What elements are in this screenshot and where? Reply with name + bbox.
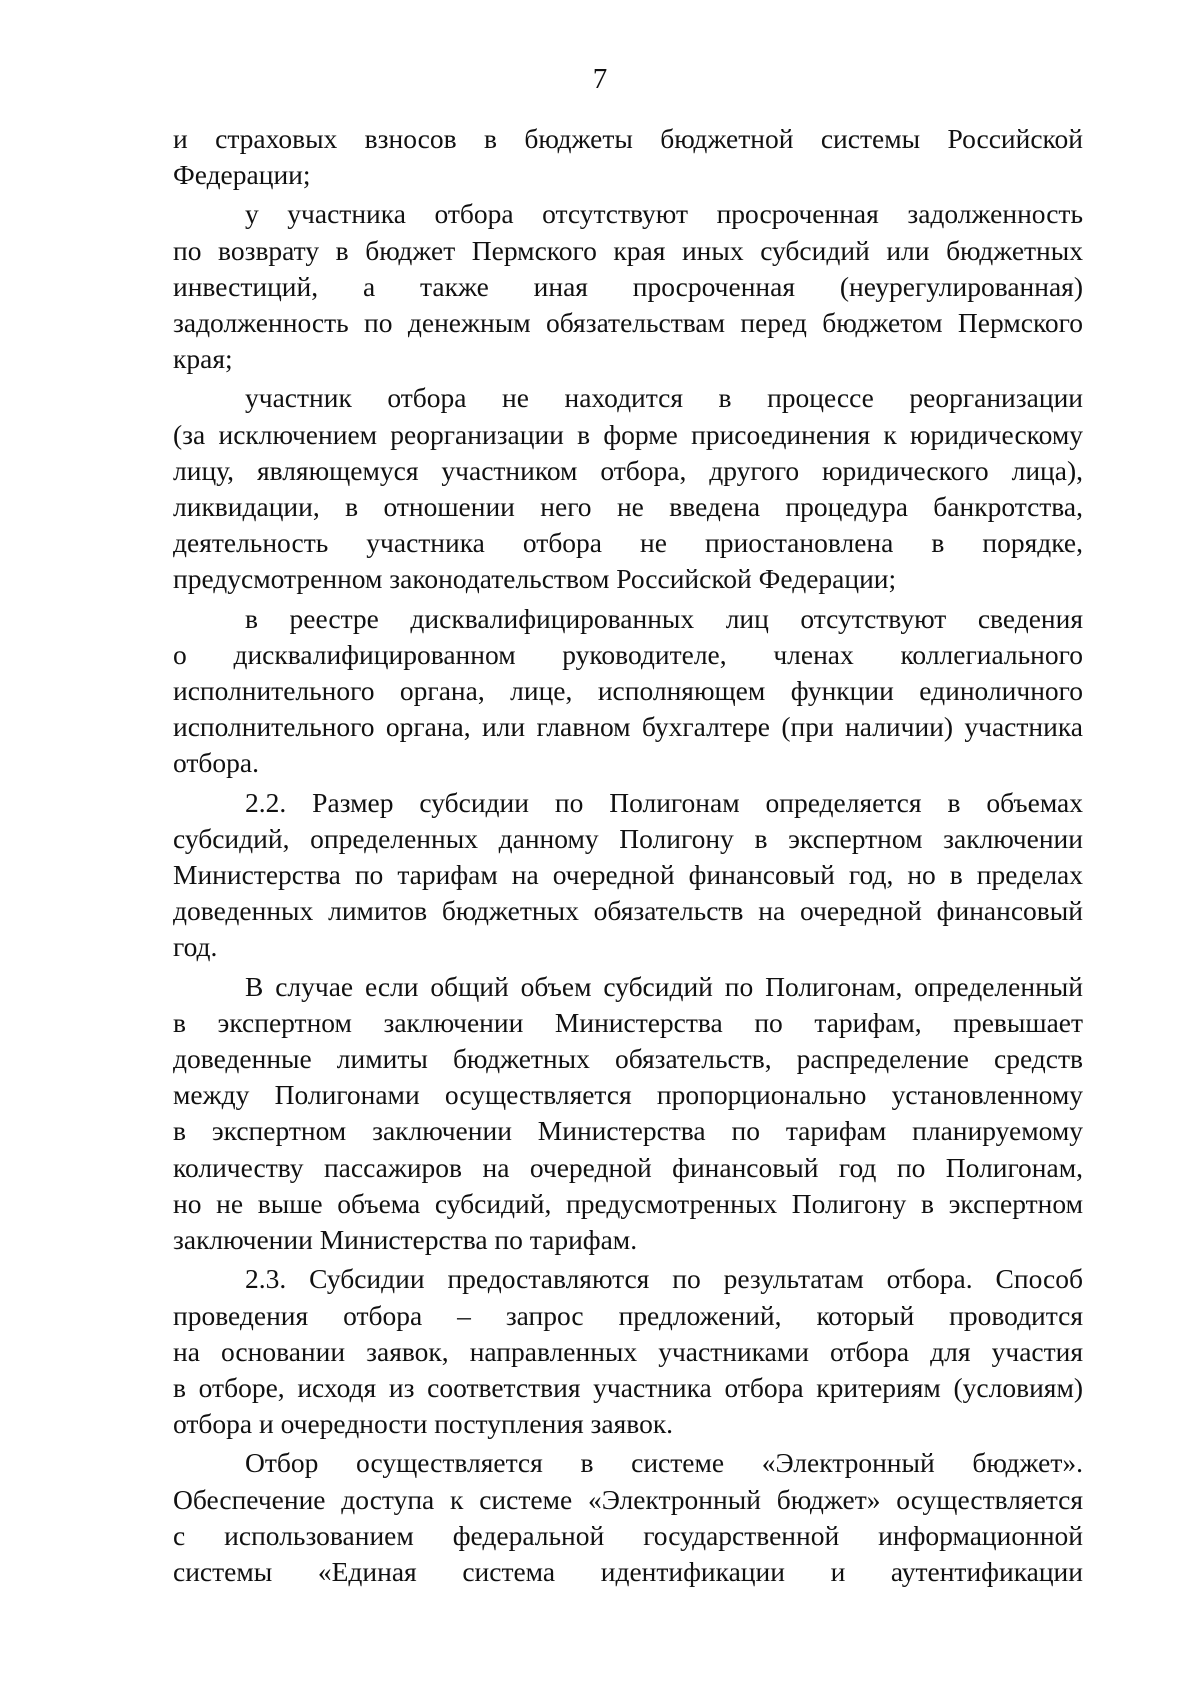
paragraph-p1 (173, 121, 1083, 193)
text-line: инвестиций, а также иная просроченная (неурегулированная) (173, 270, 1083, 302)
text-line: исполнительного органа, или главном бухгалтере (при наличии) участника (173, 711, 1083, 743)
text-line: 2.3. Субсидии предоставляются по результатам отбора. Способ (245, 1263, 1083, 1295)
text-line: между Полигонами осуществляется пропорционально установленному (173, 1079, 1083, 1111)
document-body (173, 121, 1083, 1590)
text-line: в реестре дисквалифицированных лиц отсутствуют сведения (245, 602, 1083, 634)
paragraph-p2 (173, 196, 1083, 377)
text-line: с использованием федеральной государственной информационной (173, 1519, 1083, 1551)
paragraph-p4 (173, 601, 1083, 782)
text-line: у участника отбора отсутствуют просроченная задолженность (245, 198, 1083, 230)
text-line: деятельность участника отбора не приостановлена в порядке, (173, 527, 1083, 559)
text-line: отбора. (173, 747, 259, 779)
text-line: Обеспечение доступа к системе «Электронный бюджет» осуществляется (173, 1483, 1083, 1515)
text-line: субсидий, определенных данному Полигону в экспертном заключении (173, 822, 1083, 854)
text-line: доведенные лимиты бюджетных обязательств, распределение средств (173, 1043, 1083, 1075)
text-line: в экспертном заключении Министерства по тарифам планируемому (173, 1115, 1083, 1147)
text-line: в отборе, исходя из соответствия участника отбора критериям (условиям) (173, 1371, 1083, 1403)
text-line: участник отбора не находится в процессе реорганизации (245, 382, 1083, 414)
text-line: год. (173, 931, 218, 963)
text-line: Отбор осуществляется в системе «Электронный бюджет». (245, 1447, 1083, 1479)
paragraph-p5 (173, 785, 1083, 966)
text-line: исполнительного органа, лице, исполняющем функции единоличного (173, 675, 1083, 707)
text-line: Министерства по тарифам на очередной финансовый год, но в пределах (173, 859, 1083, 891)
text-line: предусмотренном законодательством Российской Федерации; (173, 563, 897, 595)
text-line: края; (173, 343, 233, 375)
text-line: по возврату в бюджет Пермского края иных субсидий или бюджетных (173, 234, 1083, 266)
text-line: заключении Министерства по тарифам. (173, 1224, 638, 1256)
page-number: 7 (592, 63, 608, 95)
text-line: лицу, являющемуся участником отбора, другого юридического лица), (173, 454, 1083, 486)
text-line: задолженность по денежным обязательствам перед бюджетом Пермского (173, 307, 1083, 339)
text-line: и страховых взносов в бюджеты бюджетной системы Российской (173, 123, 1083, 154)
paragraph-p6 (173, 969, 1083, 1259)
text-line: но не выше объема субсидий, предусмотренных Полигону в экспертном (173, 1187, 1083, 1219)
text-line: Федерации; (173, 159, 311, 191)
text-line: ликвидации, в отношении него не введена процедура банкротства, (173, 491, 1083, 523)
paragraph-p7 (173, 1261, 1083, 1442)
paragraph-p3 (173, 380, 1083, 597)
text-line: количеству пассажиров на очередной финансовый год по Полигонам, (173, 1151, 1083, 1183)
paragraph-p8 (173, 1445, 1083, 1590)
text-line: (за исключением реорганизации в форме присоединения к юридическому (173, 418, 1083, 450)
text-line: проведения отбора – запрос предложений, который проводится (173, 1299, 1083, 1331)
text-line: о дисквалифицированном руководителе, членах коллегиального (173, 638, 1083, 670)
text-line: системы «Единая система идентификации и аутентификации (173, 1555, 1083, 1587)
text-line: 2.2. Размер субсидии по Полигонам определяется в объемах (245, 786, 1083, 818)
text-line: отбора и очередности поступления заявок. (173, 1408, 674, 1440)
text-line: в экспертном заключении Министерства по тарифам, превышает (173, 1006, 1083, 1038)
text-line: на основании заявок, направленных участниками отбора для участия (173, 1335, 1083, 1367)
text-line: доведенных лимитов бюджетных обязательств на очередной финансовый (173, 895, 1083, 927)
text-line: В случае если общий объем субсидий по Полигонам, определенный (245, 970, 1083, 1002)
